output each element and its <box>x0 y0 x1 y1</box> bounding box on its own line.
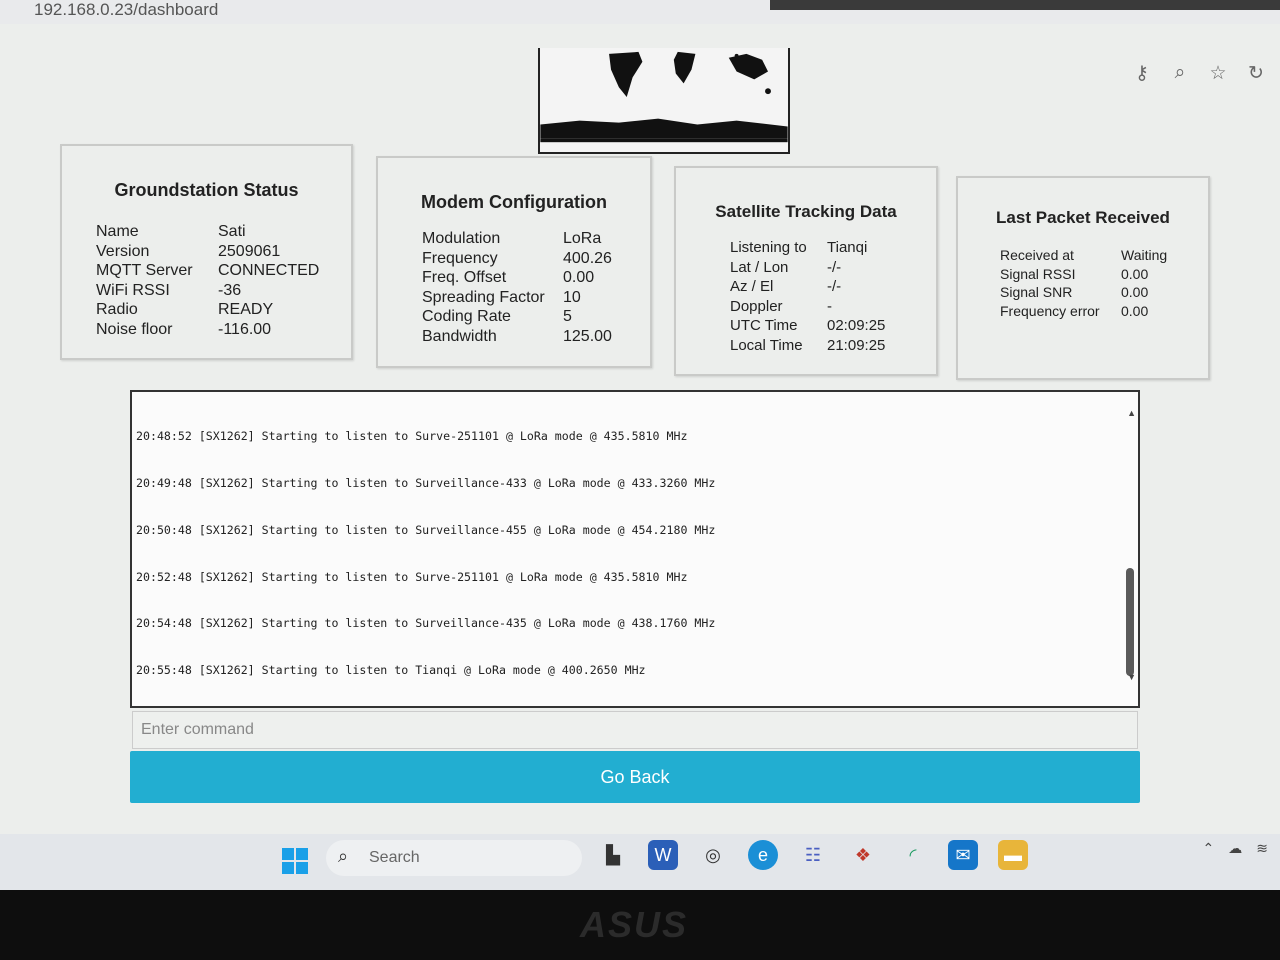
field-label: Frequency <box>422 249 498 267</box>
field-label: Received at <box>1000 247 1074 263</box>
field-label: UTC Time <box>730 317 798 334</box>
field-label: Local Time <box>730 336 803 354</box>
field-value: Sati <box>218 223 246 240</box>
field-value: CONNECTED <box>218 262 320 279</box>
last-packet-card <box>956 176 1210 380</box>
console-line: 20:48:52 [SX1262] Starting to listen to Surve-251101 @ LoRa mode @ 435.5810 MHz <box>136 429 688 444</box>
field-value: READY <box>218 301 274 318</box>
system-tray <box>1203 840 1268 857</box>
field-value: -/- <box>827 258 842 276</box>
card-title: Satellite Tracking Data <box>715 202 897 221</box>
laptop-bezel <box>0 890 1280 960</box>
field-label: Frequency error <box>1000 302 1100 319</box>
copilot-icon[interactable]: ◎ <box>705 845 721 865</box>
field-value: 0.00 <box>1121 265 1149 282</box>
word-icon[interactable]: W <box>648 840 678 870</box>
field-value: 0.00 <box>1121 302 1149 319</box>
command-input[interactable] <box>132 711 1138 749</box>
dashboard-page <box>0 24 1280 834</box>
scroll-down-arrow-icon[interactable]: ▼ <box>1127 672 1136 682</box>
field-label: MQTT Server <box>96 262 193 279</box>
field-value: 02:09:25 <box>827 317 886 334</box>
serial-console[interactable] <box>130 390 1140 708</box>
world-map-image <box>540 48 788 152</box>
card-title: Modem Configuration <box>421 192 607 212</box>
star-icon[interactable]: ☆ <box>1209 63 1227 84</box>
search-label: Search <box>369 849 420 866</box>
field-value: 0.00 <box>1121 284 1149 300</box>
field-value: Waiting <box>1121 247 1168 263</box>
field-value: 21:09:25 <box>827 336 886 354</box>
teams-icon[interactable]: ☷ <box>804 845 822 865</box>
console-line: 20:54:48 [SX1262] Starting to listen to Surveillance-435 @ LoRa mode @ 438.1760 MHz <box>136 616 716 631</box>
browser-tab-strip <box>770 0 1280 10</box>
field-label: Freq. Offset <box>422 269 507 286</box>
go-back-button[interactable]: Go Back <box>130 751 1140 803</box>
console-line: 20:55:48 [SX1262] Starting to listen to Tianqi @ LoRa mode @ 400.2650 MHz <box>136 663 646 678</box>
field-label: Name <box>96 223 139 240</box>
field-label: Lat / Lon <box>730 258 789 276</box>
field-value: 0.00 <box>563 269 595 286</box>
field-value: 400.26 <box>563 249 612 267</box>
console-log <box>136 398 715 708</box>
wifi-app-icon[interactable]: ◜ <box>909 845 917 865</box>
browser-toolbar-icons <box>1132 62 1266 85</box>
edge-icon[interactable]: e <box>748 840 778 870</box>
groundstation-status-card <box>60 144 353 360</box>
field-value: 5 <box>563 308 572 325</box>
chevron-up-icon[interactable]: ⌃ <box>1202 840 1215 856</box>
cloud-icon[interactable]: ☁ <box>1228 840 1243 856</box>
field-label: Spreading Factor <box>422 288 545 306</box>
windows-taskbar <box>0 834 1280 890</box>
card-title: Last Packet Received <box>996 208 1170 227</box>
app-icon[interactable]: ❖ <box>854 845 872 865</box>
world-map <box>538 48 790 154</box>
scroll-up-arrow-icon[interactable]: ▲ <box>1127 408 1136 418</box>
field-value: - <box>827 297 832 315</box>
tracking-fields <box>730 238 936 355</box>
field-value: 10 <box>563 288 581 306</box>
taskbar-apps <box>598 840 1028 870</box>
windows-start-icon[interactable] <box>282 848 308 874</box>
console-line: 20:50:48 [SX1262] Starting to listen to Surveillance-455 @ LoRa mode @ 454.2180 MHz <box>136 522 716 537</box>
file-explorer-icon[interactable]: ▙ <box>606 845 620 865</box>
modem-fields <box>422 229 650 346</box>
field-label: Listening to <box>730 239 807 256</box>
packet-fields <box>1000 246 1208 320</box>
field-value: Tianqi <box>827 239 868 256</box>
field-label: Doppler <box>730 297 783 315</box>
key-icon[interactable]: ⚷ <box>1135 63 1149 84</box>
taskbar-search[interactable] <box>326 840 582 876</box>
field-label: Coding Rate <box>422 308 511 325</box>
field-label: Az / El <box>730 278 774 295</box>
search-icon: ⌕ <box>338 846 349 866</box>
groundstation-fields <box>96 222 351 339</box>
field-label: Modulation <box>422 230 501 247</box>
console-scrollbar[interactable] <box>1126 568 1134 676</box>
field-value: -36 <box>218 281 242 299</box>
wifi-icon[interactable]: ≋ <box>1256 840 1268 856</box>
asus-logo: ASUS <box>580 904 689 945</box>
field-label: WiFi RSSI <box>96 281 170 299</box>
field-label: Signal SNR <box>1000 284 1073 300</box>
field-value: 2509061 <box>218 242 281 260</box>
field-value: 125.00 <box>563 327 612 345</box>
console-line: 20:52:48 [SX1262] Starting to listen to Surve-251101 @ LoRa mode @ 435.5810 MHz <box>136 569 688 584</box>
field-label: Signal RSSI <box>1000 265 1076 282</box>
address-url[interactable]: 192.168.0.23/dashboard <box>34 0 219 19</box>
console-line: 20:49:48 [SX1262] Starting to listen to Surveillance-433 @ LoRa mode @ 433.3260 MHz <box>136 475 716 490</box>
field-value: LoRa <box>563 230 602 247</box>
field-label: Noise floor <box>96 320 173 338</box>
mail-icon[interactable]: ✉ <box>948 840 978 870</box>
zoom-icon[interactable]: ⌕ <box>1174 62 1186 83</box>
refresh-icon[interactable]: ↻ <box>1248 63 1264 84</box>
field-value: -116.00 <box>218 320 272 338</box>
field-label: Bandwidth <box>422 327 497 345</box>
browser-address-bar <box>0 0 1280 24</box>
modem-configuration-card <box>376 156 652 368</box>
field-label: Version <box>96 242 150 260</box>
field-value: -/- <box>827 278 842 295</box>
folder-icon[interactable]: ▬ <box>998 840 1028 870</box>
field-label: Radio <box>96 301 138 318</box>
satellite-tracking-card <box>674 166 938 376</box>
card-title: Groundstation Status <box>114 180 299 200</box>
